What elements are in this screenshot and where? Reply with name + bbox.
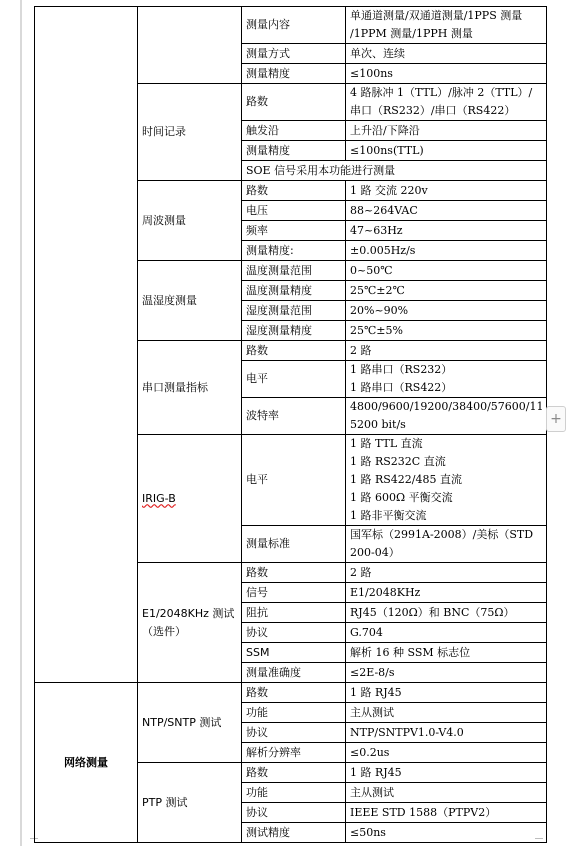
- value-cell: [346, 703, 547, 723]
- value-line: 2 路: [350, 565, 372, 579]
- value-cell: [346, 803, 547, 823]
- value-line: 1 路非平衡交流: [350, 509, 427, 522]
- value-cell: [346, 44, 547, 64]
- param-cell: 测量精度: [242, 141, 346, 161]
- value-line: RJ45（120Ω）和 BNC（75Ω）: [350, 605, 515, 619]
- param-cell: 湿度测量精度: [242, 321, 346, 341]
- param-cell: 测量精度:: [242, 241, 346, 261]
- value-line: 20%~90%: [350, 303, 409, 317]
- param-cell: 路数: [242, 341, 346, 361]
- value-line: NTP/SNTPV1.0-V4.0: [350, 725, 464, 739]
- category-cell: [35, 7, 138, 683]
- param-cell: 路数: [242, 683, 346, 703]
- param-cell: 波特率: [242, 398, 346, 435]
- value-cell: [346, 723, 547, 743]
- param-cell: 路数: [242, 763, 346, 783]
- table-row: [35, 7, 547, 44]
- value-cell: [346, 623, 547, 643]
- value-cell: [346, 281, 547, 301]
- group-name: IRIG-B: [142, 491, 176, 505]
- value-cell: [346, 64, 547, 84]
- group-name-cell: [138, 435, 242, 563]
- value-line: 国军标（2991A-2008）/美标（STD: [350, 528, 534, 541]
- value-cell: [346, 84, 547, 121]
- value-cell: [346, 121, 547, 141]
- add-button[interactable]: [546, 406, 566, 432]
- param-cell: 电平: [242, 435, 346, 526]
- value-line: 4 路脉冲 1（TTL）/脉冲 2（TTL）/: [350, 86, 533, 99]
- value-line: ≤50ns: [350, 825, 386, 839]
- value-cell: [346, 435, 547, 526]
- group-name: 温湿度测量: [142, 293, 197, 307]
- value-line: 主从测试: [350, 785, 394, 799]
- value-line: 200-04）: [350, 546, 400, 559]
- value-cell: [346, 603, 547, 623]
- value-line: 上升沿/下降沿: [350, 123, 420, 137]
- group-name-cell: [138, 683, 242, 763]
- value-line: 1 路 RS422/485 直流: [350, 473, 463, 486]
- value-cell: [346, 526, 547, 563]
- param-cell: 测试精度: [242, 823, 346, 843]
- value-line: 解析 16 种 SSM 标志位: [350, 645, 471, 659]
- value-line: 0~50℃: [350, 263, 393, 277]
- value-cell: [346, 301, 547, 321]
- table-row: [35, 683, 547, 703]
- value-cell: [346, 563, 547, 583]
- value-line: 1 路 TTL 直流: [350, 437, 423, 450]
- value-cell: [346, 398, 547, 435]
- param-cell: 功能: [242, 783, 346, 803]
- param-cell: 频率: [242, 221, 346, 241]
- group-name-cell: [138, 84, 242, 181]
- value-line: 1 路串口（RS422）: [350, 381, 453, 394]
- param-cell: 测量内容: [242, 7, 346, 44]
- value-line: /1PPM 测量/1PPH 测量: [350, 27, 473, 40]
- value-line: 1 路 RJ45: [350, 765, 402, 779]
- value-cell: [346, 683, 547, 703]
- spec-table: [34, 6, 547, 843]
- group-name-cell: [138, 341, 242, 435]
- value-cell: [346, 583, 547, 603]
- param-cell: SSM: [242, 643, 346, 663]
- param-cell: 湿度测量范围: [242, 301, 346, 321]
- value-cell: [346, 221, 547, 241]
- group-name-cell: [138, 181, 242, 261]
- value-line: ≤0.2us: [350, 745, 390, 759]
- param-cell: 测量精度: [242, 64, 346, 84]
- group-name-cell: [138, 763, 242, 843]
- value-line: 1 路 RS232C 直流: [350, 455, 446, 468]
- value-cell: [346, 261, 547, 281]
- value-line: 1 路串口（RS232）: [350, 363, 453, 376]
- page-left-edge: [20, 0, 22, 846]
- param-cell: 协议: [242, 723, 346, 743]
- category-cell: 网络测量: [35, 683, 138, 843]
- param-cell: 电压: [242, 201, 346, 221]
- value-cell: [346, 341, 547, 361]
- group-name-cell: [138, 7, 242, 84]
- value-cell: [346, 823, 547, 843]
- value-line: 5200 bit/s: [350, 418, 406, 431]
- group-name: PTP 测试: [142, 795, 188, 809]
- value-line: 1 路 600Ω 平衡交流: [350, 491, 453, 504]
- group-name: NTP/SNTP 测试: [142, 715, 222, 729]
- param-cell: 路数: [242, 563, 346, 583]
- value-cell: [346, 783, 547, 803]
- param-cell: 温度测量精度: [242, 281, 346, 301]
- value-cell: [346, 743, 547, 763]
- param-cell: 协议: [242, 623, 346, 643]
- value-line: 47~63Hz: [350, 223, 403, 237]
- value-cell: [346, 643, 547, 663]
- value-line: 1 路 RJ45: [350, 685, 402, 699]
- value-cell: [346, 321, 547, 341]
- value-cell: [346, 361, 547, 398]
- param-cell: 解析分辨率: [242, 743, 346, 763]
- plus-icon: +: [550, 411, 562, 427]
- param-cell: 测量方式: [242, 44, 346, 64]
- value-line: G.704: [350, 625, 383, 639]
- group-name: 时间记录: [142, 125, 186, 138]
- value-line: 25℃±5%: [350, 323, 403, 337]
- param-cell: 温度测量范围: [242, 261, 346, 281]
- value-line: ≤100ns: [350, 66, 393, 80]
- param-cell: 测量准确度: [242, 663, 346, 683]
- value-line: IEEE STD 1588（PTPV2）: [350, 805, 497, 819]
- group-name-cell: [138, 261, 242, 341]
- value-line: 主从测试: [350, 705, 394, 719]
- value-line: ≤2E-8/s: [350, 665, 395, 679]
- value-line: ±0.005Hz/s: [350, 243, 416, 257]
- group-name: E1/2048KHz 测试（选件）: [142, 606, 235, 638]
- value-line: E1/2048KHz: [350, 585, 421, 599]
- value-line: 88~264VAC: [350, 203, 418, 217]
- param-cell: 电平: [242, 361, 346, 398]
- group-name: 串口测量指标: [142, 380, 208, 394]
- param-cell: 触发沿: [242, 121, 346, 141]
- param-cell: 路数: [242, 84, 346, 121]
- value-line: 4800/9600/19200/38400/57600/11: [350, 400, 544, 413]
- param-cell: 路数: [242, 181, 346, 201]
- value-cell: [346, 241, 547, 261]
- value-cell: [346, 181, 547, 201]
- value-line: 1 路 交流 220v: [350, 183, 428, 197]
- value-line: ≤100ns(TTL): [350, 143, 424, 157]
- value-line: 2 路: [350, 343, 372, 357]
- param-cell: 信号: [242, 583, 346, 603]
- group-name-cell: [138, 563, 242, 683]
- param-cell: 测量标准: [242, 526, 346, 563]
- value-line: 串口（RS232）/串口（RS422）: [350, 104, 516, 117]
- value-cell: [346, 201, 547, 221]
- param-cell: 协议: [242, 803, 346, 823]
- value-line: 单通道测量/双通道测量/1PPS 测量: [350, 9, 523, 22]
- param-cell: 阻抗: [242, 603, 346, 623]
- group-name: 周波测量: [142, 213, 186, 227]
- value-cell: [346, 7, 547, 44]
- value-cell: [346, 141, 547, 161]
- value-cell: [346, 763, 547, 783]
- value-line: 单次、连续: [350, 46, 405, 60]
- param-cell: 功能: [242, 703, 346, 723]
- value-line: 25℃±2℃: [350, 283, 405, 297]
- note-cell: SOE 信号采用本功能进行测量: [242, 161, 547, 181]
- value-cell: [346, 663, 547, 683]
